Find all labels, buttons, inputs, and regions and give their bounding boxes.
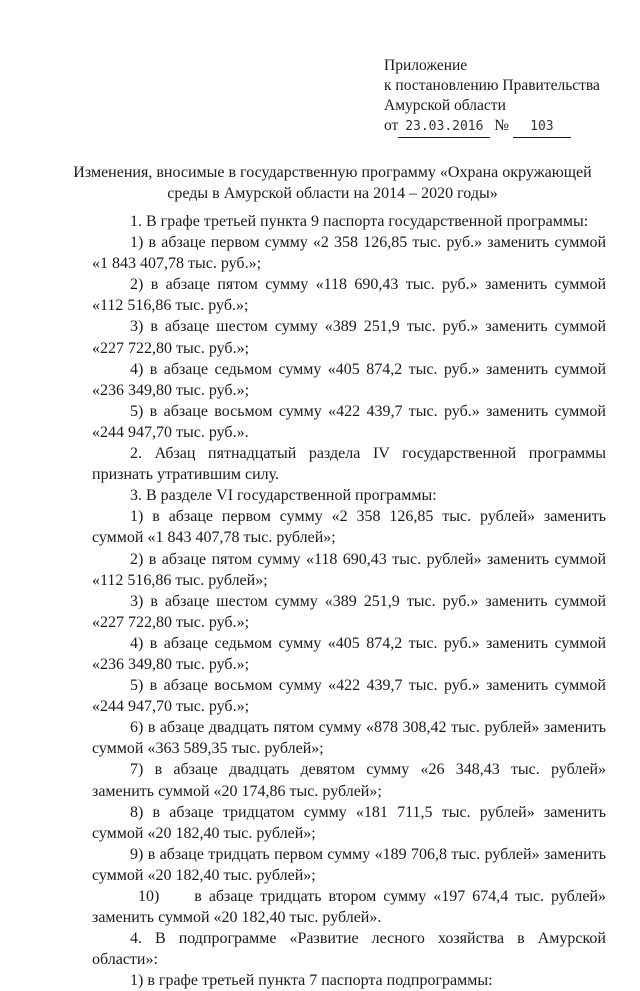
paragraph: 10) в абзаце тридцать втором сумму «197 674,4 тыс. рублей» заменить суммой «20 182,40 тыс. рублей».: [92, 888, 610, 927]
paragraph: 3) в абзаце шестом сумму «389 251,9 тыс. руб.» заменить суммой «227 722,80 тыс. руб.»;: [92, 318, 606, 357]
paragraph: 3) в абзаце шестом сумму «389 251,9 тыс. руб.» заменить суммой «227 722,80 тыс. руб.»;: [92, 592, 606, 631]
paragraph: 2. Абзац пятнадцатый раздела IV государственной программы признать утратившим силу.: [92, 445, 606, 484]
paragraph: 8) в абзаце тридцатом сумму «181 711,5 тыс. рублей» заменить суммой «20 182,40 тыс. рублей»;: [92, 803, 606, 842]
appendix-title: Приложение: [384, 57, 468, 74]
paragraph: 1) в абзаце первом сумму «2 358 126,85 тыс. руб.» заменить суммой «1 843 407,78 тыс. руб.»;: [92, 234, 606, 273]
appendix-resolution: к постановлению Правительства: [384, 77, 600, 94]
paragraph: 1. В графе третьей пункта 9 паспорта государственной программы:: [130, 213, 589, 230]
number-prefix: №: [494, 117, 509, 134]
appendix-region: Амурской области: [384, 97, 506, 114]
paragraph: 1) в абзаце первом сумму «2 358 126,85 тыс. рублей» заменить суммой «1 843 407,78 тыс. рублей»;: [92, 508, 606, 547]
appendix-date-line: [384, 116, 600, 138]
paragraph: 5) в абзаце восьмом сумму «422 439,7 тыс. руб.» заменить суммой «244 947,70 тыс. руб.»;: [92, 677, 606, 716]
appendix-block: [384, 56, 600, 138]
date-prefix: от: [384, 117, 399, 134]
paragraph: 7) в абзаце двадцать девятом сумму «26 348,43 тыс. рублей» заменить суммой «20 174,86 тыс. рублей»;: [92, 761, 606, 800]
paragraph: 9) в абзаце тридцать первом сумму «189 706,8 тыс. рублей» заменить суммой «20 182,40 тыс. рублей»;: [92, 845, 606, 884]
paragraph: 5) в абзаце восьмом сумму «422 439,7 тыс. руб.» заменить суммой «244 947,70 тыс. руб.».: [92, 402, 606, 441]
document-title: Изменения, вносимые в государственную программу «Охрана окружающей среды в Амурской области на 2014 – 2020 годы»: [73, 164, 592, 202]
paragraph: 1) в графе третьей пункта 7 паспорта подпрограммы:: [130, 972, 493, 990]
paragraph: 4) в абзаце седьмом сумму «405 874,2 тыс. руб.» заменить суммой «236 349,80 тыс. руб.»;: [92, 360, 606, 399]
paragraph: 3. В разделе VI государственной программы:: [130, 487, 437, 505]
resolution-date: 23.03.2016: [398, 117, 490, 138]
paragraph: 4. В подпрограмме «Развитие лесного хозяйства в Амурской области»:: [92, 930, 606, 969]
paragraph: 4) в абзаце седьмом сумму «405 874,2 тыс. руб.» заменить суммой «236 349,80 тыс. руб.»;: [92, 634, 606, 673]
paragraph: 2) в абзаце пятом сумму «118 690,43 тыс. рублей» заменить суммой «112 516,86 тыс. рублей»;: [92, 550, 606, 589]
document-body: [92, 211, 610, 991]
resolution-number: 103: [513, 117, 571, 138]
paragraph: 2) в абзаце пятом сумму «118 690,43 тыс. руб.» заменить суммой «112 516,86 тыс. руб.»;: [92, 276, 606, 315]
paragraph: 6) в абзаце двадцать пятом сумму «878 308,42 тыс. рублей» заменить суммой «363 589,35 тыс. рублей»;: [92, 719, 606, 758]
